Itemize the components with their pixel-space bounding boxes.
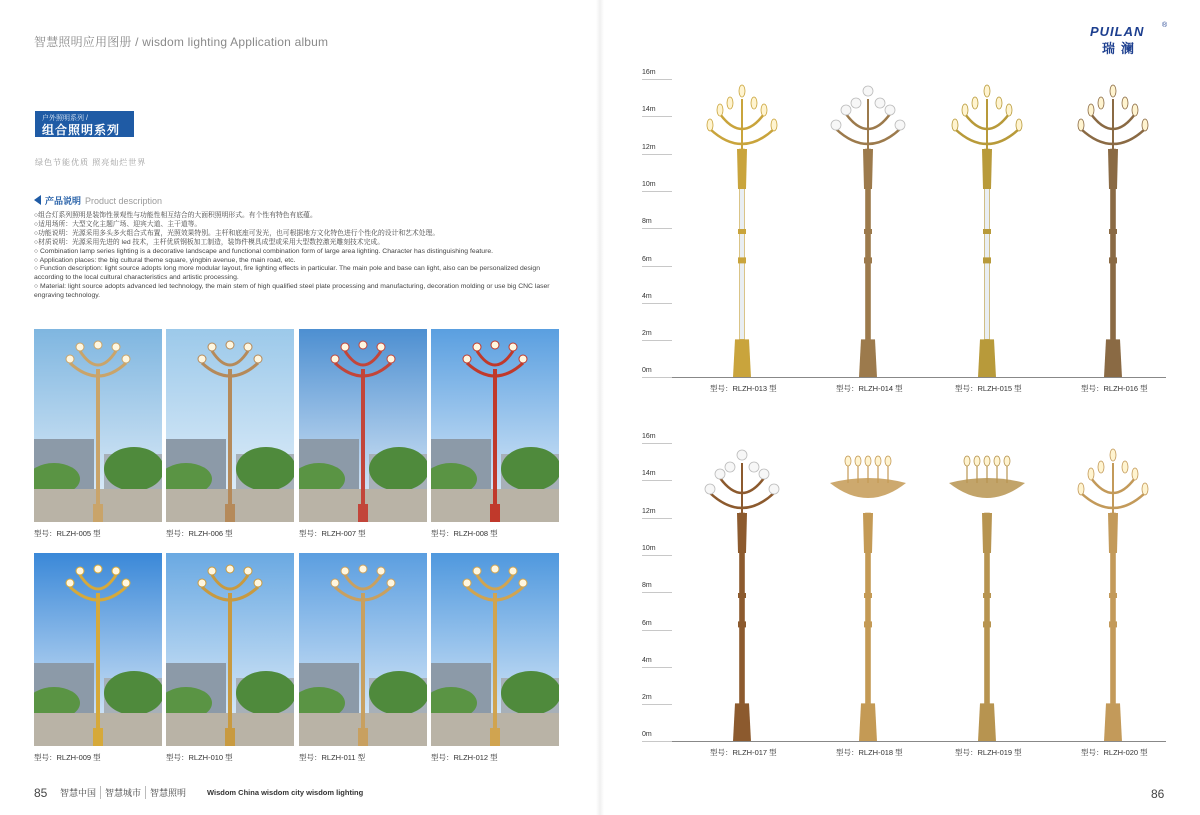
lamp-photo <box>166 553 294 746</box>
street-scene-image <box>431 553 559 746</box>
speaker-icon <box>34 195 41 205</box>
street-scene-image <box>299 553 427 746</box>
photo-caption: 型号：RLZH-011 型 <box>299 753 366 762</box>
photo-caption: 型号：RLZH-010 型 <box>166 753 233 762</box>
scale-tick <box>642 266 672 267</box>
scale-label: 12m <box>642 507 656 515</box>
brand-name-zh: 瑞澜 <box>1102 41 1141 56</box>
scale-tick <box>642 191 672 192</box>
photo-caption: 型号：RLZH-006 型 <box>166 529 233 538</box>
scale-label: 8m <box>642 218 652 226</box>
description-line: ○ Function description: light source adopts long more modular layout, fire lighting effects in particular. The main pole and base can light, also can be personalized design according to the local cultural characteristics and artistic processing. <box>34 265 540 282</box>
scale-label: 2m <box>642 694 652 702</box>
photo-caption: 型号：RLZH-012 型 <box>431 753 498 762</box>
brand-name-en: PUILAN <box>1090 24 1145 39</box>
page-number-right: 86 <box>1151 787 1165 801</box>
footer-tags <box>56 786 190 799</box>
album-title-sep: / <box>131 35 143 49</box>
lamp-pole-illustration <box>823 443 913 741</box>
photo-caption: 型号：RLZH-009 型 <box>34 753 101 762</box>
scale-label: 8m <box>642 582 652 590</box>
lamp-pole-illustration <box>823 79 913 377</box>
lamp-pole-illustration <box>697 79 787 377</box>
scale-tick <box>642 228 672 229</box>
album-title-en: wisdom lighting Application album <box>142 35 329 49</box>
description-heading-en: Product description <box>85 196 163 206</box>
lamp-pole-illustration <box>697 443 787 741</box>
scale-tick <box>642 303 672 304</box>
description-line: ○功能说明：光源采用多头多火组合式布置，光照效果特别。主杆和底座可发光，也可根据地方文化特色进行个性化的设计和艺术处理。 <box>34 229 440 237</box>
model-caption: 型号：RLZH-018 型 <box>836 748 903 758</box>
scale-tick <box>642 116 672 117</box>
description-body <box>34 212 562 301</box>
scale-label: 4m <box>642 656 652 664</box>
series-title: 组合照明系列 <box>42 123 121 137</box>
description-line: ○ Material: light source adopts advanced led technology, the main stem of high qualified steel plate processing and manufacturing, decoration molding or use big CNC laser engraving technology. <box>34 283 550 300</box>
footer-tag: 智慧中国 <box>60 788 97 798</box>
scale-tick <box>642 630 672 631</box>
description-line: ○ Application places: the big cultural theme square, yingbin avenue, the main road, etc. <box>34 256 296 264</box>
scale-label: 14m <box>642 470 656 478</box>
street-scene-image <box>34 553 162 746</box>
lamp-pole-illustration <box>1068 443 1158 741</box>
model-caption: 型号：RLZH-013 型 <box>710 384 777 394</box>
scale-label: 6m <box>642 255 652 263</box>
scale-label: 14m <box>642 106 656 114</box>
slogan: 绿色节能优质 照亮灿烂世界 <box>35 158 147 167</box>
page-number-left: 85 <box>34 786 48 800</box>
photo-caption: 型号：RLZH-007 型 <box>299 529 366 538</box>
photo-caption: 型号：RLZH-005 型 <box>34 529 101 538</box>
scale-tick <box>642 518 672 519</box>
lamp-photo <box>34 553 162 746</box>
scale-label: 2m <box>642 330 652 338</box>
street-scene-image <box>431 329 559 522</box>
scale-tick <box>642 377 672 378</box>
model-caption: 型号：RLZH-015 型 <box>955 384 1022 394</box>
page-gutter <box>596 0 604 815</box>
scale-label: 16m <box>642 433 656 440</box>
lamp-pole-illustration <box>1068 79 1158 377</box>
lamp-photo <box>431 553 559 746</box>
description-line: ○ Combination lamp series lighting is a decorative landscape and functional combination form of large area lighting. Character has distinguishing feature. <box>34 247 493 255</box>
lamp-photo <box>299 553 427 746</box>
lamp-photo <box>431 329 559 522</box>
street-scene-image <box>34 329 162 522</box>
brand-logo <box>1090 24 1170 58</box>
scale-tick <box>642 592 672 593</box>
scale-label: 4m <box>642 292 652 300</box>
description-heading-zh: 产品说明 <box>45 196 82 206</box>
street-scene-image <box>166 553 294 746</box>
street-scene-image <box>299 329 427 522</box>
scale-label: 0m <box>642 367 652 375</box>
scale-tick <box>642 340 672 341</box>
scale-tick <box>642 443 672 444</box>
lamp-photo <box>34 329 162 522</box>
model-caption: 型号：RLZH-017 型 <box>710 748 777 758</box>
model-caption: 型号：RLZH-019 型 <box>955 748 1022 758</box>
lamp-pole-illustration <box>942 443 1032 741</box>
street-scene-image <box>166 329 294 522</box>
model-caption: 型号：RLZH-016 型 <box>1081 384 1148 394</box>
scale-label: 10m <box>642 544 656 552</box>
scale-tick <box>642 667 672 668</box>
scale-tick <box>642 741 672 742</box>
photo-caption: 型号：RLZH-008 型 <box>431 529 498 538</box>
series-category: 户外照明系列 / <box>42 115 88 122</box>
scale-tick <box>642 480 672 481</box>
model-caption: 型号：RLZH-014 型 <box>836 384 903 394</box>
scale-label: 0m <box>642 731 652 739</box>
description-line: ○适用场所：大型文化主题广场、迎宾大道、主干道等。 <box>34 220 202 228</box>
scale-label: 12m <box>642 143 656 151</box>
model-caption: 型号：RLZH-020 型 <box>1081 748 1148 758</box>
album-title-zh: 智慧照明应用图册 <box>34 35 132 49</box>
description-heading <box>34 194 162 207</box>
series-banner <box>35 111 134 137</box>
description-line: ○材质说明：光源采用先进的 led 技术，主杆优质钢板加工制造，装饰件模具成型或采用大型数控激光雕刻技术完成。 <box>34 238 384 246</box>
album-title <box>34 33 328 50</box>
registered-mark: ® <box>1162 22 1168 29</box>
scale-label: 10m <box>642 180 656 188</box>
scale-tick <box>642 154 672 155</box>
lamp-photo <box>166 329 294 522</box>
footer-tagline: Wisdom China wisdom city wisdom lighting <box>207 788 364 797</box>
scale-tick <box>642 555 672 556</box>
scale-label: 6m <box>642 619 652 627</box>
footer-tag: 智慧城市 <box>100 786 145 799</box>
ground-line <box>672 741 1166 742</box>
footer-tag: 智慧照明 <box>145 786 190 799</box>
description-line: ○组合灯系列照明是装饰性景观性与功能性相互结合的大面积照明形式。有个性有特色有底蕴。 <box>34 212 317 219</box>
scale-label: 16m <box>642 69 656 76</box>
scale-tick <box>642 704 672 705</box>
scale-tick <box>642 79 672 80</box>
lamp-photo <box>299 329 427 522</box>
ground-line <box>672 377 1166 378</box>
lamp-pole-illustration <box>942 79 1032 377</box>
